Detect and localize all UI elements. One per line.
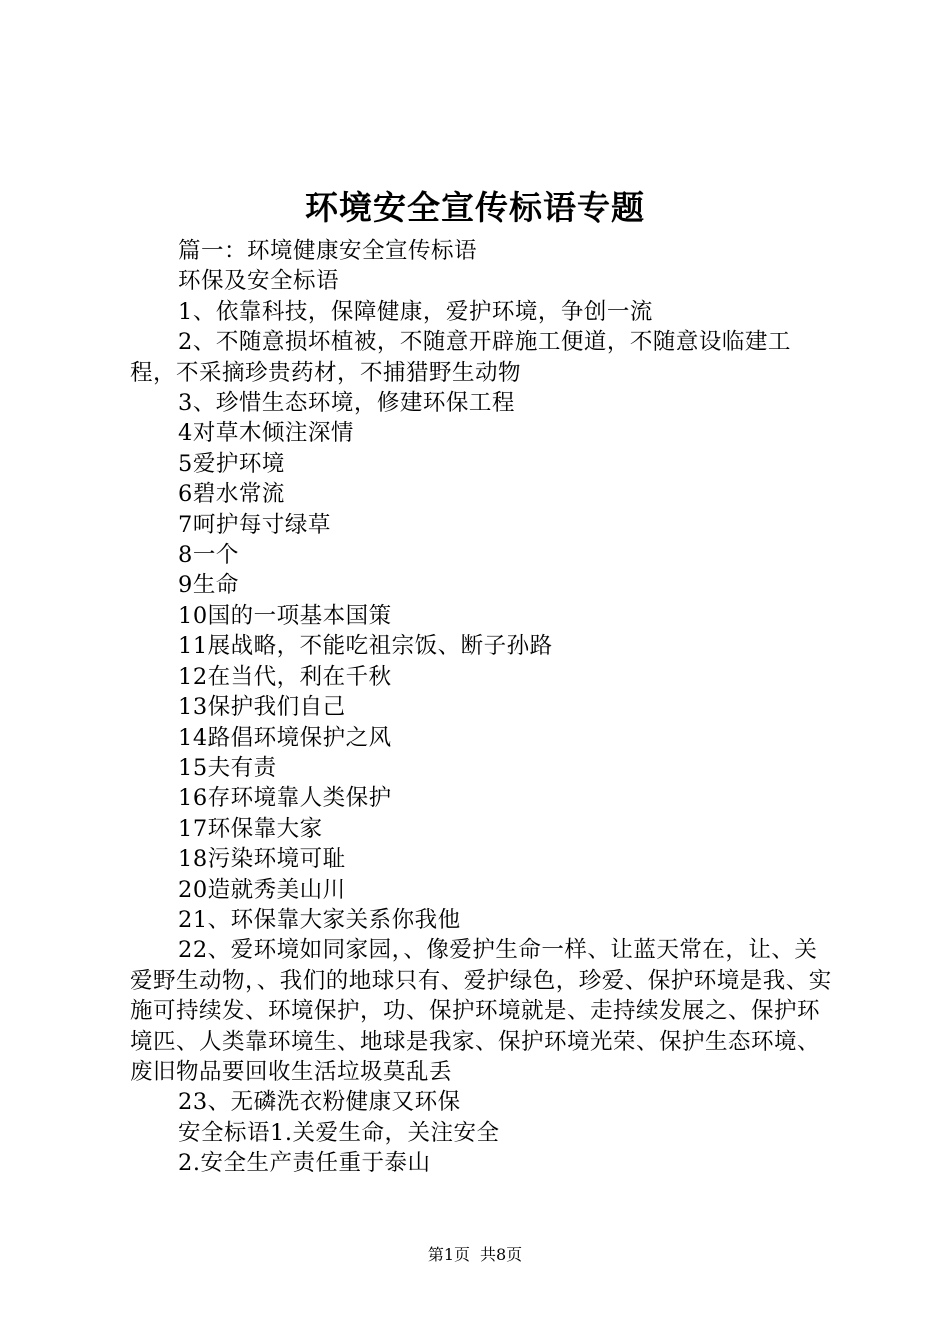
paragraph: 2、不随意损坏植被，不随意开辟施工便道，不随意设临建工程，不采摘珍贵药材，不捕猎野生动物 (130, 329, 791, 386)
paragraph: 15夫有责 (178, 754, 277, 781)
paragraph: 环保及安全标语 (178, 268, 340, 295)
paragraph: 17环保靠大家 (178, 815, 323, 842)
paragraph: 14路倡环境保护之风 (178, 724, 392, 751)
page-footer (0, 1245, 950, 1265)
paragraph: 2.安全生产责任重于泰山 (178, 1150, 431, 1177)
paragraph: 篇一：环境健康安全宣传标语 (178, 238, 478, 264)
paragraph: 1、依靠科技，保障健康，爱护环境，争创一流 (178, 298, 653, 325)
paragraph: 8一个 (178, 542, 239, 569)
paragraph: 12在当代，利在千秋 (178, 663, 392, 690)
paragraph: 21、环保靠大家关系你我他 (178, 906, 461, 933)
document-title: 环境安全宣传标语专题 (305, 188, 645, 227)
paragraph: 9生命 (178, 572, 239, 599)
paragraph: 13保护我们自己 (178, 694, 346, 721)
page-number: 第1页 (427, 1245, 470, 1264)
paragraph: 安全标语1.关爱生命，关注安全 (178, 1119, 500, 1146)
paragraph: 22、爱环境如同家园，、像爱护生命一样、让蓝天常在，让、关爱野生动物，、我们的地球只有、爱护绿色，珍爱、保护环境是我、实施可持续发、环境保护，功、保护环境就是、走持续发展之、保护环境匹、人类靠环境生、地球是我家、保护环境光荣、保护生态环境、废旧物品要回收生活垃圾莫乱丢 (130, 937, 832, 1085)
paragraph: 20造就秀美山川 (178, 876, 346, 903)
paragraph: 5爱护环境 (178, 450, 285, 477)
page-total: 共8页 (480, 1245, 523, 1264)
paragraph: 16存环境靠人类保护 (178, 785, 392, 812)
paragraph: 10国的一项基本国策 (178, 602, 392, 629)
paragraph: 6碧水常流 (178, 481, 285, 508)
paragraph: 7呵护每寸绿草 (178, 511, 331, 538)
paragraph: 11展战略，不能吃祖宗饭、断子孙路 (178, 633, 553, 660)
paragraph: 23、无磷洗衣粉健康又环保 (178, 1089, 461, 1116)
document-body (130, 236, 832, 1179)
paragraph: 18污染环境可耻 (178, 846, 346, 873)
paragraph: 4对草木倾注深情 (178, 420, 354, 447)
paragraph: 3、珍惜生态环境，修建环保工程 (178, 390, 515, 417)
